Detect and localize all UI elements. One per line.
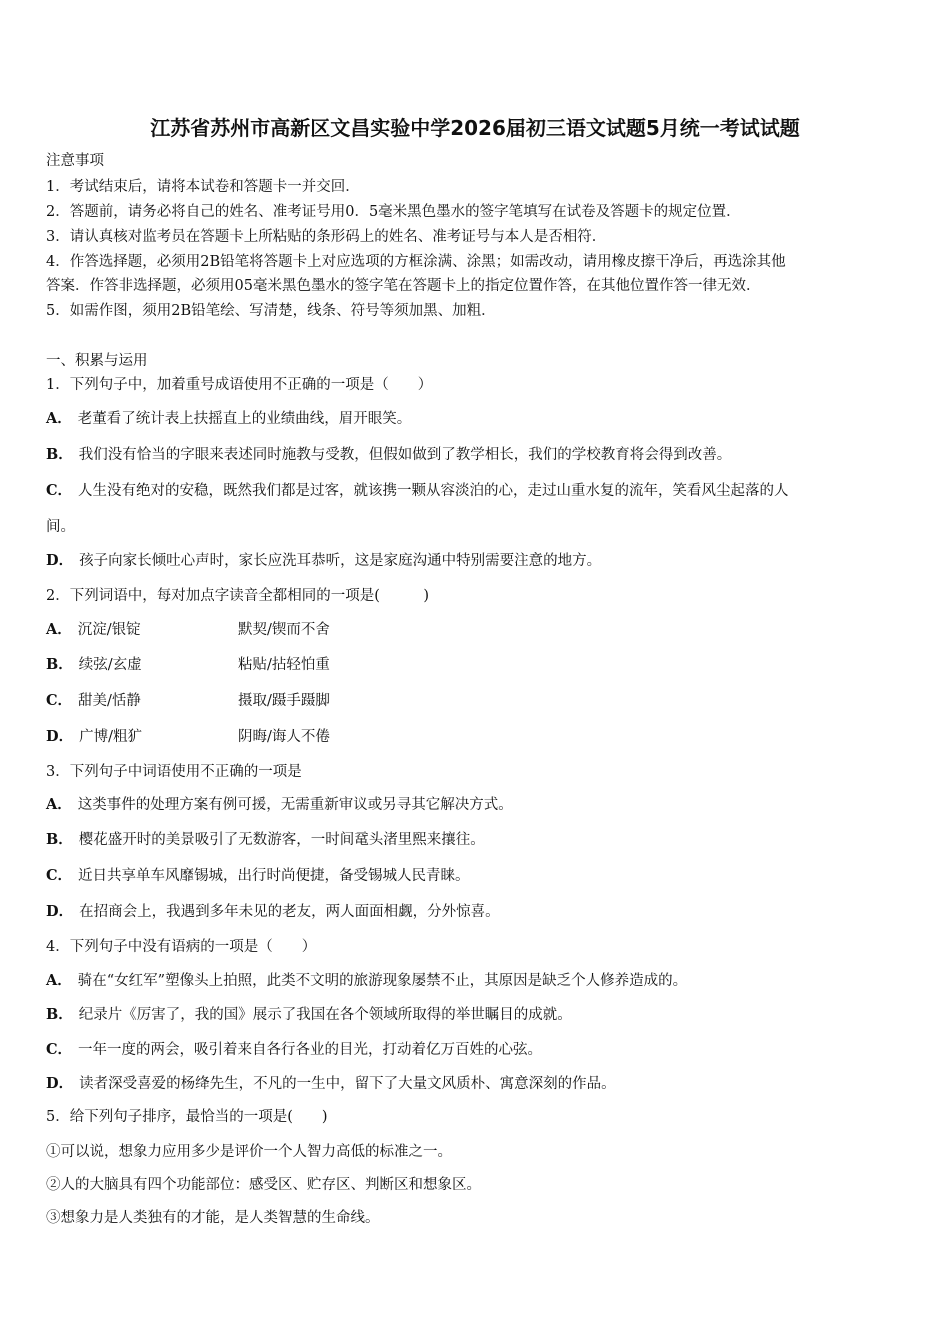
q4-option-c-text: 一年一度的两会，吸引着来自各行各业的目光，打动着亿万百姓的心弦。: [78, 1042, 543, 1058]
q5-sentence-1: ①可以说，想象力应用多少是评价一个人智力高低的标准之一。: [46, 1144, 452, 1160]
q1-option-c: C． 人生没有绝对的安稳，既然我们都是过客，就该携一颗从容淡泊的心，走过山重水复的流年，笑看风尘起落的人: [46, 482, 789, 499]
q4-option-c: C． 一年一度的两会，吸引着来自各行各业的目光，打动着亿万百姓的心弦。: [46, 1041, 543, 1058]
q3-option-b-text: 樱花盛开时的美景吸引了无数游客，一时间鼋头渚里熙来攘往。: [78, 832, 485, 848]
q3-option-a: A． 这类事件的处理方案有例可援，无需重新审议或另寻其它解决方式。: [46, 796, 513, 813]
q1-option-a: A． 老董看了统计表上扶摇直上的业绩曲线，眉开眼笑。: [46, 410, 412, 427]
q5-sentence-2: ②人的大脑具有四个功能部位：感受区、贮存区、判断区和想象区。: [46, 1177, 481, 1193]
q3-option-d: D． 在招商会上，我遇到多年未见的老友，两人面面相觑，分外惊喜。: [46, 903, 500, 920]
q2-option-a: A． 沉淀/银锭 默契/锲而不舍: [46, 621, 330, 638]
q1-stem: 1．下列句子中，加着重号成语使用不正确的一项是（ ）: [46, 377, 433, 393]
q1-option-a-text: 老董看了统计表上扶摇直上的业绩曲线，眉开眼笑。: [77, 411, 412, 427]
q2-option-c-word2: 摄取/蹑手蹑脚: [238, 693, 330, 709]
q4-option-b: B． 纪录片《厉害了，我的国》展示了我国在各个领域所取得的举世瞩目的成就。: [46, 1006, 572, 1023]
q3-option-a-text: 这类事件的处理方案有例可援，无需重新审议或另寻其它解决方式。: [77, 797, 513, 813]
q5-stem: 5．给下列句子排序，最恰当的一项是( ): [46, 1109, 328, 1125]
q3-option-d-text: 在招商会上，我遇到多年未见的老友，两人面面相觑，分外惊喜。: [79, 904, 500, 920]
q3-option-c: C． 近日共享单车风靡锡城，出行时尚便捷，备受锡城人民青睐。: [46, 867, 470, 884]
q2-option-a-word2: 默契/锲而不舍: [238, 622, 330, 638]
q1-option-d-text: 孩子向家长倾吐心声时，家长应洗耳恭听，这是家庭沟通中特别需要注意的地方。: [79, 553, 602, 569]
q1-option-b: B． 我们没有恰当的字眼来表述同时施教与受教，但假如做到了教学相长，我们的学校教育将会得到改善。: [46, 446, 732, 463]
q3-option-c-text: 近日共享单车风靡锡城，出行时尚便捷，备受锡城人民青睐。: [78, 868, 470, 884]
q2-option-b-word2: 粘贴/拈轻怕重: [238, 657, 330, 673]
q5-sentence-3: ③想象力是人类独有的才能，是人类智慧的生命线。: [46, 1210, 380, 1226]
q2-option-d-word2: 阴晦/诲人不倦: [238, 729, 330, 745]
q1-option-b-text: 我们没有恰当的字眼来表述同时施教与受教，但假如做到了教学相长，我们的学校教育将会得到改善。: [78, 447, 732, 463]
notice-item-2: 2．答题前，请务必将自己的姓名、准考证号用0．5毫米黑色墨水的签字笔填写在试卷及答题卡的规定位置．: [46, 204, 741, 220]
notice-item-1: 1．考试结束后，请将本试卷和答题卡一并交回．: [46, 179, 360, 195]
q2-stem: 2．下列词语中，每对加点字读音全都相同的一项是( ): [46, 588, 430, 604]
q2-option-a-word1: 沉淀/银锭: [77, 622, 141, 638]
q2-option-b-word1: 续弦/玄虚: [78, 657, 142, 673]
q1-option-d: D． 孩子向家长倾吐心声时，家长应洗耳恭听，这是家庭沟通中特别需要注意的地方。: [46, 552, 602, 569]
q2-option-c: C． 甜美/恬静 摄取/蹑手蹑脚: [46, 692, 330, 709]
q2-option-b: B． 续弦/玄虚 粘贴/拈轻怕重: [46, 656, 330, 673]
page-title: 江苏省苏州市高新区文昌实验中学2026届初三语文试题5月统一考试试题: [150, 116, 800, 140]
q2-option-c-word1: 甜美/恬静: [78, 693, 141, 709]
q2-option-d-word1: 广博/粗犷: [79, 729, 142, 745]
notice-heading: 注意事项: [46, 153, 104, 169]
q1-option-c-text: 人生没有绝对的安稳，既然我们都是过客，就该携一颗从容淡泊的心，走过山重水复的流年，笑看风尘起落的人: [78, 483, 789, 499]
q4-option-a-text: 骑在“女红军”塑像头上拍照，此类不文明的旅游现象屡禁不止，其原因是缺乏个人修养造成的。: [77, 973, 688, 989]
q3-option-b: B． 樱花盛开时的美景吸引了无数游客，一时间鼋头渚里熙来攘往。: [46, 831, 485, 848]
notice-item-4: 4．作答选择题，必须用2B铅笔将答题卡上对应选项的方框涂满、涂黑；如需改动，请用橡皮擦干净后，再选涂其他: [46, 254, 786, 270]
notice-item-5: 5．如需作图，须用2B铅笔绘、写清楚，线条、符号等须加黑、加粗．: [46, 303, 496, 319]
q4-option-d-text: 读者深受喜爱的杨绛先生，不凡的一生中，留下了大量文风质朴、寓意深刻的作品。: [79, 1076, 616, 1092]
q2-option-d: D． 广博/粗犷 阴晦/诲人不倦: [46, 728, 330, 745]
notice-item-4-cont: 答案．作答非选择题，必须用05毫米黑色墨水的签字笔在答题卡上的指定位置作答，在其他位置作答一律无效．: [46, 278, 761, 294]
notice-item-3: 3．请认真核对监考员在答题卡上所粘贴的条形码上的姓名、准考证号与本人是否相符．: [46, 229, 607, 245]
q1-option-c-cont: 间。: [46, 519, 75, 535]
q4-option-a: A． 骑在“女红军”塑像头上拍照，此类不文明的旅游现象屡禁不止，其原因是缺乏个人修养造成的。: [46, 972, 688, 989]
section-heading: 一、积累与运用: [46, 353, 148, 369]
q4-option-d: D． 读者深受喜爱的杨绛先生，不凡的一生中，留下了大量文风质朴、寓意深刻的作品。: [46, 1075, 616, 1092]
q4-stem: 4．下列句子中没有语病的一项是（ ）: [46, 939, 317, 955]
q3-stem: 3．下列句子中词语使用不正确的一项是: [46, 764, 302, 780]
q4-option-b-text: 纪录片《厉害了，我的国》展示了我国在各个领域所取得的举世瞩目的成就。: [78, 1007, 572, 1023]
